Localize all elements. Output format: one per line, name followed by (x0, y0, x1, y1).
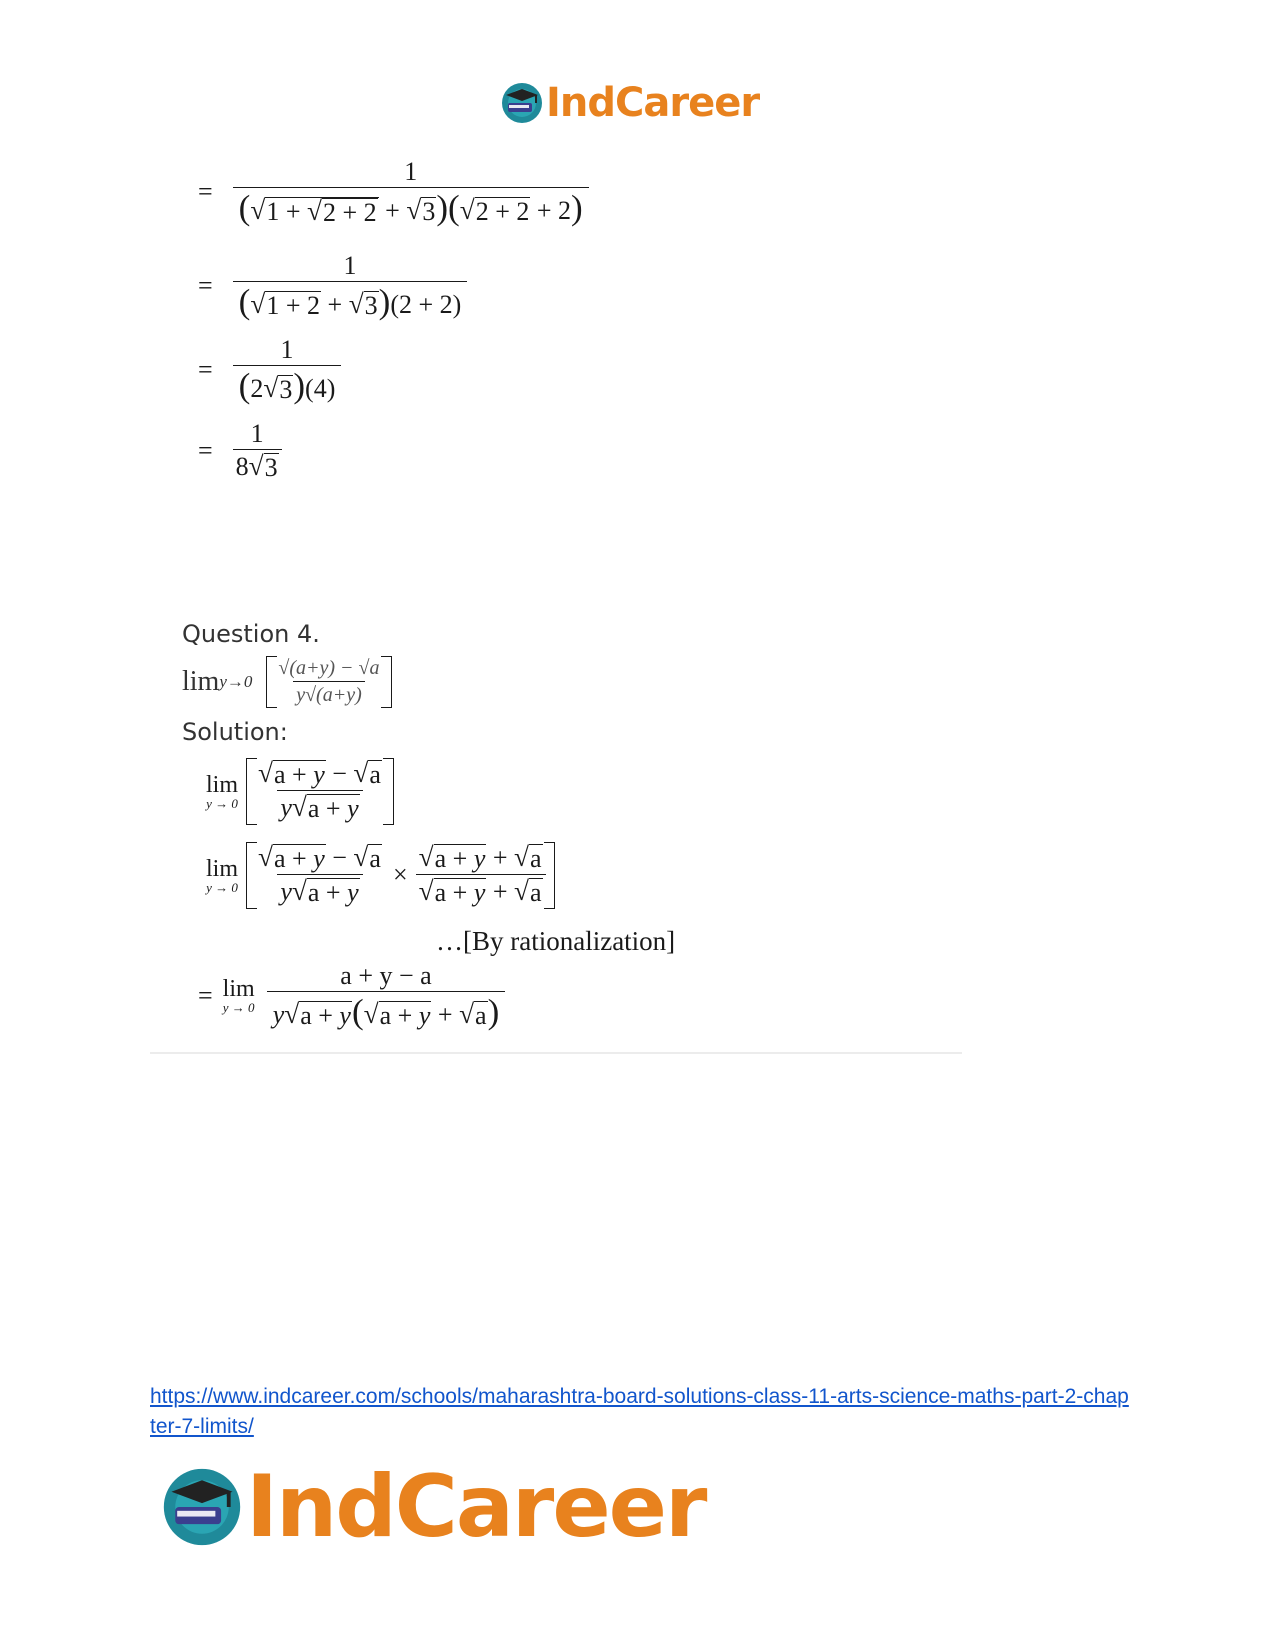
step-4-denominator: 8 √ 3 (233, 449, 282, 481)
solution-label: Solution: (182, 718, 288, 746)
logo-wordmark: IndCareer (546, 80, 760, 126)
solution-lim-word: lim (206, 771, 239, 798)
step-1: = 1 ( √ 1 + √ 2 + 2 + √ 3 )( √ 2 + 2 + 2) (198, 158, 593, 227)
question-denominator: y√(a+y) (293, 681, 365, 706)
step-1-denominator: ( √ 1 + √ 2 + 2 + √ 3 )( √ 2 + 2 + 2) (233, 187, 589, 226)
solution-lim-sub: y → 0 (206, 795, 238, 811)
step-3-numerator: 1 (280, 335, 294, 364)
solution-line-3-numerator: a + y − a (340, 961, 432, 990)
question-expression (182, 656, 392, 708)
question-lim-word: lim (182, 666, 220, 697)
step-2: = 1 ( √ 1 + 2 + √ 3 )(2 + 2) (198, 252, 471, 320)
step-2-denominator: ( √ 1 + 2 + √ 3 )(2 + 2) (233, 281, 468, 319)
source-link[interactable]: https://www.indcareer.com/schools/maharashtra-board-solutions-class-11-arts-science-maths-part-2-chapter-7-limits/ (150, 1385, 1129, 1438)
logo-wordmark: IndCareer (246, 1457, 706, 1557)
graduation-book-icon (500, 81, 544, 125)
step-4: = 1 8 √ 3 (198, 420, 286, 482)
question-title: Question 4. (182, 620, 320, 648)
solution-line-3: = lim y → 0 a + y − a y √ a + y ( √ a + y + √ a ) (198, 962, 509, 1030)
step-4-numerator: 1 (250, 419, 264, 448)
footer-logo (160, 1457, 706, 1557)
graduation-book-icon (160, 1465, 244, 1549)
step-2-numerator: 1 (343, 251, 357, 280)
question-numerator: √(a+y) − √a (278, 657, 380, 679)
image-bottom-edge (150, 1052, 962, 1054)
step-3: = 1 (2 √ 3 )(4) (198, 336, 345, 404)
step-3-denominator: (2 √ 3 )(4) (233, 365, 342, 403)
solution-line-2: lim y → 0 √ a + y − √ a y √ a + y × √ a + y + √ a √ a + y + √ a (206, 842, 555, 909)
rationalization-note: …[By rationalization] (436, 926, 676, 956)
solution-line-1: lim y → 0 √ a + y − √ a y √ a + y (206, 758, 394, 825)
question-lim-sub: y→0 (219, 672, 253, 691)
step-1-numerator: 1 (404, 157, 418, 186)
header-logo (500, 78, 759, 128)
